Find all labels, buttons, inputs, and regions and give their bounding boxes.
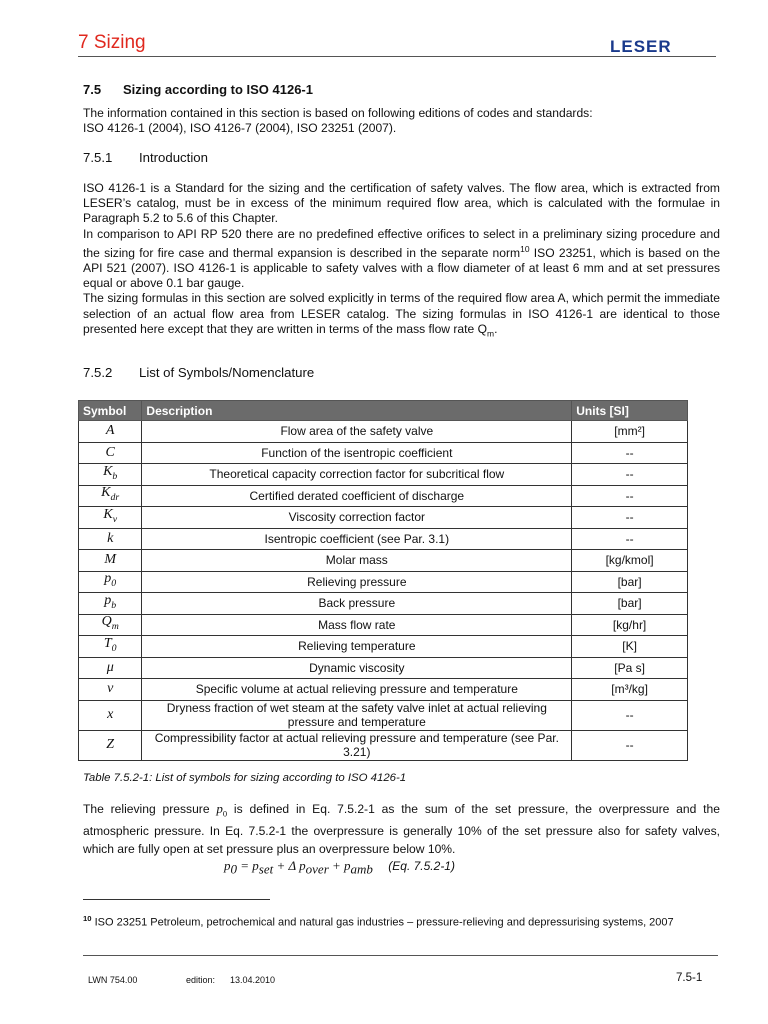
subsection-number: 7.5.1 <box>83 150 113 165</box>
footer-rule <box>83 955 718 956</box>
table-row <box>79 550 688 572</box>
symbol-text: K <box>103 463 113 479</box>
eq-label: (Eq. 7.5.2-1) <box>388 859 455 873</box>
table-row <box>79 614 688 636</box>
relieving-text-b: is defined in Eq. 7.5.2-1 as the sum of the set pressure, the overpressure and the atmospheric pressure. In Eq. 7.5.2-1 the overpressure is generally 10% of the set pressure also for safety valves, which are fully open at set pressure plus an overpressure below 10%. <box>83 802 720 857</box>
symbol-text: p <box>104 592 112 608</box>
footnote-rule <box>83 899 270 900</box>
units-cell: [Pa s] <box>572 657 688 679</box>
intro-p2-text-b: ISO 23251, which is based on the API 521 (2007). ISO 4126-1 is applicable to safety valves with a flow diameter of at least 6 mm and at set pressures equal or above 0.1 bar gauge. <box>83 245 720 291</box>
description-cell: Mass flow rate <box>142 614 572 636</box>
symbol-cell <box>79 571 142 593</box>
intro-p2 <box>83 227 720 292</box>
footer-doc: LWN 754.00 <box>88 975 138 985</box>
units-cell: [bar] <box>572 571 688 593</box>
footer-edition-label: edition: <box>186 975 216 985</box>
symbol-subscript: b <box>112 470 118 482</box>
header-rule <box>78 56 716 57</box>
leser-logo <box>610 37 702 56</box>
symbol-cell <box>79 442 142 464</box>
header-symbol: Symbol <box>79 401 142 421</box>
intro-line-2: ISO 4126-1 (2004), ISO 4126-7 (2004), ISO 23251 (2007). <box>83 121 397 136</box>
symbol-cell <box>79 700 142 730</box>
section-heading <box>83 82 313 97</box>
table-row <box>79 636 688 658</box>
symbol-text: v <box>107 681 114 697</box>
description-cell: Function of the isentropic coefficient <box>142 442 572 464</box>
subsection-introduction <box>83 150 208 165</box>
symbol-cell <box>79 507 142 529</box>
footnote-ref: 10 <box>520 243 530 254</box>
symbol-text: A <box>105 423 115 439</box>
description-cell: Flow area of the safety valve <box>142 421 572 443</box>
relieving-paragraph <box>83 800 720 858</box>
symbol-cell <box>79 730 142 760</box>
units-cell: -- <box>572 730 688 760</box>
symbol-cell <box>79 421 142 443</box>
table-row <box>79 421 688 443</box>
symbol-cell <box>79 485 142 507</box>
symbol-text: k <box>107 530 114 546</box>
units-cell: [mm²] <box>572 421 688 443</box>
eq-term2-sub: over <box>305 861 329 877</box>
intro-p3-end: . <box>494 321 498 336</box>
description-cell: Relieving temperature <box>142 636 572 658</box>
header-units: Units [SI] <box>572 401 688 421</box>
description-cell: Isentropic coefficient (see Par. 3.1) <box>142 528 572 550</box>
equation-7-5-2-1 <box>224 858 455 877</box>
eq-term3: p <box>344 858 351 873</box>
symbol-cell <box>79 593 142 615</box>
logo-text: LESER <box>610 37 672 56</box>
introduction-body <box>83 181 720 341</box>
symbol-cell <box>79 550 142 572</box>
eq-lhs: p <box>224 858 231 873</box>
footnote-text: ISO 23251 Petroleum, petrochemical and natural gas industries – pressure-relieving and depressurising systems, 2007 <box>91 916 674 929</box>
units-cell: -- <box>572 507 688 529</box>
symbol-subscript: 0 <box>111 578 117 590</box>
symbol-cell <box>79 636 142 658</box>
footnote <box>83 909 720 933</box>
symbol-text: Z <box>106 737 115 752</box>
subsection-symbols <box>83 365 314 380</box>
symbol-cell <box>79 614 142 636</box>
table-row <box>79 700 688 730</box>
description-cell: Dryness fraction of wet steam at the safety valve inlet at actual relieving pressure and temperature <box>142 700 572 730</box>
symbol-cell <box>79 528 142 550</box>
eq-term2: p <box>299 858 306 873</box>
eq-term1: p <box>252 858 259 873</box>
relieving-text-a: The relieving pressure <box>83 802 217 816</box>
subsection-title: List of Symbols/Nomenclature <box>139 365 315 380</box>
symbol-subscript: m <box>111 621 119 633</box>
eq-lhs-sub: 0 <box>230 861 237 877</box>
table-row <box>79 442 688 464</box>
description-cell: Dynamic viscosity <box>142 657 572 679</box>
eq-equals: = <box>237 858 253 873</box>
eq-plus2: + <box>328 858 345 873</box>
units-cell: [kg/kmol] <box>572 550 688 572</box>
description-cell: Viscosity correction factor <box>142 507 572 529</box>
intro-p1: ISO 4126-1 is a Standard for the sizing and the certification of safety valves. The flow area, which is extracted from LESER’s catalog, must be in excess of the minimum required flow area, which is calculated with the formulae in Paragraph 5.2 to 5.6 of this Chapter. <box>83 181 720 226</box>
symbol-subscript: dr <box>110 492 120 504</box>
description-cell: Compressibility factor at actual relieving pressure and temperature (see Par. 3.21) <box>142 730 572 760</box>
symbol-cell <box>79 657 142 679</box>
units-cell: [K] <box>572 636 688 658</box>
description-cell: Back pressure <box>142 593 572 615</box>
table-caption: Table 7.5.2-1: List of symbols for sizing according to ISO 4126-1 <box>83 772 407 784</box>
description-cell: Theoretical capacity correction factor for subcritical flow <box>142 464 572 486</box>
symbol-text: K <box>103 506 113 522</box>
footnote-marker: 10 <box>83 914 92 923</box>
table-row <box>79 679 688 701</box>
table-row <box>79 571 688 593</box>
description-cell: Specific volume at actual relieving pressure and temperature <box>142 679 572 701</box>
table-row <box>79 593 688 615</box>
header-description: Description <box>142 401 572 421</box>
table-row <box>79 730 688 760</box>
description-cell: Molar mass <box>142 550 572 572</box>
units-cell: -- <box>572 442 688 464</box>
symbol-text: μ <box>106 659 114 675</box>
symbol-text: Q <box>101 614 112 630</box>
units-cell: [bar] <box>572 593 688 615</box>
chapter-title: 7 Sizing <box>78 32 146 53</box>
symbol-text: T <box>103 635 112 651</box>
symbol-text: p <box>104 571 112 587</box>
units-cell: -- <box>572 485 688 507</box>
intro-p2-text: In comparison to API RP 520 there are no predefined effective orifices to select in a preliminary sizing procedure and the sizing for fire case and thermal expansion is described in the separate norm <box>83 226 720 260</box>
subsection-title: Introduction <box>139 150 208 165</box>
symbols-table <box>78 400 688 761</box>
table-row <box>79 485 688 507</box>
eq-term3-sub: amb <box>350 861 373 877</box>
symbol-cell <box>79 679 142 701</box>
table-row <box>79 657 688 679</box>
units-cell: -- <box>572 700 688 730</box>
eq-plus1: + Δ <box>273 858 300 873</box>
description-cell: Relieving pressure <box>142 571 572 593</box>
page-number: 7.5-1 <box>676 972 703 984</box>
table-header-row <box>79 401 688 421</box>
description-cell: Certified derated coefficient of discharge <box>142 485 572 507</box>
relieving-symbol-sub: 0 <box>222 808 228 819</box>
intro-paragraph <box>83 106 720 136</box>
symbol-subscript: v <box>112 513 118 525</box>
intro-p3-sub: m <box>487 328 495 339</box>
symbol-text: x <box>107 707 114 722</box>
table-row <box>79 464 688 486</box>
units-cell: [m³/kg] <box>572 679 688 701</box>
symbol-text: M <box>104 552 117 568</box>
intro-line-1: The information contained in this section is based on following editions of codes and standards: <box>83 106 593 120</box>
symbol-text: K <box>101 485 111 501</box>
footer-edition-date: 13.04.2010 <box>230 975 276 985</box>
subsection-number: 7.5.2 <box>83 365 113 380</box>
table-row <box>79 507 688 529</box>
symbol-cell <box>79 464 142 486</box>
relieving-symbol: p <box>216 801 223 816</box>
section-title: Sizing according to ISO 4126-1 <box>123 82 313 97</box>
units-cell: -- <box>572 464 688 486</box>
eq-term1-sub: set <box>258 861 274 877</box>
intro-p3-text: The sizing formulas in this section are solved explicitly in terms of the required flow area A, which permit the immediate selection of an actual flow area from LESER catalog. The sizing formulas in ISO 4126-1 are identical to those presented here except that they are written in terms of the mass flow rate Q <box>83 291 720 336</box>
symbol-subscript: b <box>111 599 117 611</box>
intro-p3 <box>83 291 720 341</box>
symbol-subscript: 0 <box>111 642 117 654</box>
table-row <box>79 528 688 550</box>
symbol-text: C <box>105 444 115 460</box>
units-cell: -- <box>572 528 688 550</box>
units-cell: [kg/hr] <box>572 614 688 636</box>
section-number: 7.5 <box>83 82 102 97</box>
